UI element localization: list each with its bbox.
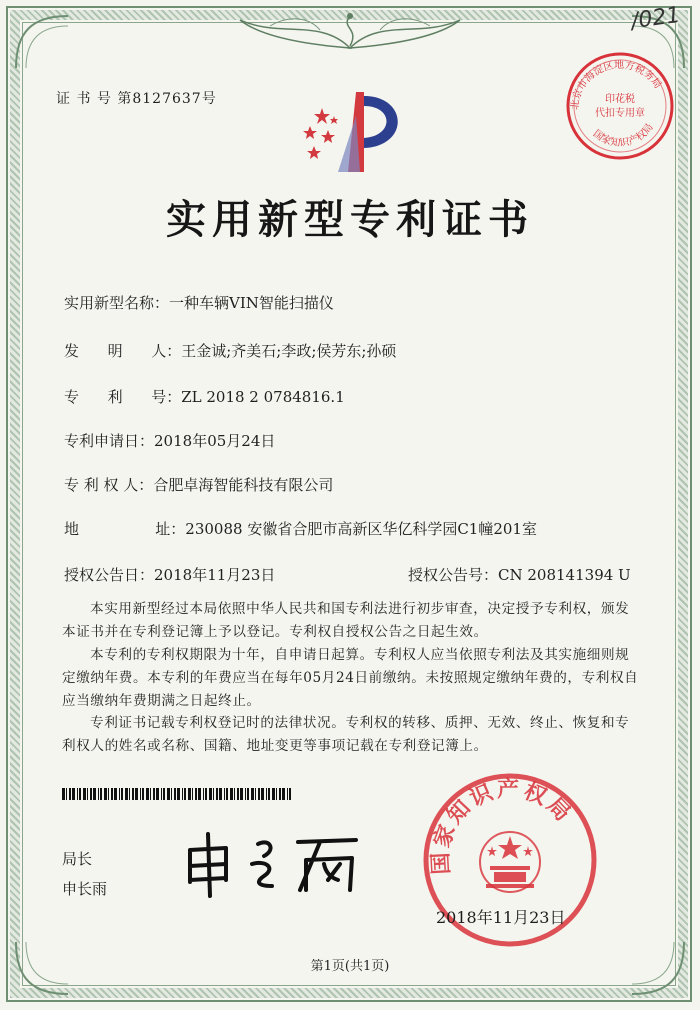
inventor-row <box>64 340 396 361</box>
barcode-bar <box>287 788 288 800</box>
barcode-bar <box>268 788 270 800</box>
barcode-bar <box>205 788 207 800</box>
barcode-bar <box>83 788 86 800</box>
barcode-bar <box>90 788 92 800</box>
barcode-bar <box>98 788 99 800</box>
barcode-bar <box>182 788 183 800</box>
grant-date-label: 授权公告日： <box>64 566 155 584</box>
barcode-bar <box>213 788 214 800</box>
director-title: 局长 <box>62 850 93 868</box>
top-ornament <box>200 8 500 54</box>
barcode-bar <box>279 788 281 800</box>
certificate-number: 证 书 号 第8127637号 <box>56 91 217 107</box>
utility-model-name-row <box>64 292 334 313</box>
patent-number-value: ZL 2018 2 0784816.1 <box>181 388 345 406</box>
barcode-bar <box>219 788 222 800</box>
barcode-bar <box>114 788 117 800</box>
barcode-bar <box>192 788 193 800</box>
director-signature <box>180 820 380 900</box>
barcode-bar <box>100 788 102 800</box>
svg-text:国家知识产权局 <box>591 121 656 149</box>
barcode-bar <box>195 788 197 800</box>
barcode-bar <box>258 788 260 800</box>
barcode-bar <box>174 788 176 800</box>
barcode-bar <box>135 788 138 800</box>
barcode-bar <box>125 788 128 800</box>
barcode-bar <box>209 788 212 800</box>
barcode-bar <box>79 788 81 800</box>
barcode-bar <box>234 788 235 800</box>
patent-number-label: 专 利 号： <box>64 388 182 406</box>
certificate-title: 实用新型专利证书 <box>166 196 534 243</box>
page-number: 第1页(共1页) <box>310 959 390 974</box>
corner-ornament <box>12 12 72 72</box>
barcode-bar <box>266 788 267 800</box>
seal-text: 国家知识产权局 <box>427 776 578 876</box>
legal-paragraph: 本专利的专利权期限为十年，自申请日起算。专利权人应当依照专利法及其实施细则规定缴纳年费。本专利的年费应当在每年05月24日前缴纳。未按照规定缴纳年费的，专利权自应当缴纳年费期满之日起终止。 <box>62 647 639 709</box>
tax-stamp <box>560 46 680 166</box>
barcode-bar <box>161 788 162 800</box>
tax-stamp-line1: 印花税 <box>605 94 635 105</box>
patentee-value: 合肥卓海智能科技有限公司 <box>153 476 334 494</box>
barcode-bar <box>140 788 141 800</box>
tax-stamp-bottom-text: 国家知识产权局 <box>590 122 656 150</box>
seal-date: 2018年11月23日 <box>436 908 566 927</box>
tax-stamp-arc-text: 北京市海淀区地方税务局 <box>569 59 664 111</box>
barcode-bar <box>108 788 109 800</box>
barcode-bar <box>87 788 88 800</box>
barcode-bar <box>230 788 233 800</box>
barcode-bar <box>261 788 264 800</box>
barcode-bar <box>255 788 256 800</box>
barcode-bar <box>289 788 291 800</box>
barcode-bar <box>93 788 96 800</box>
barcode-bar <box>153 788 155 800</box>
cnipa-logo <box>298 86 418 178</box>
barcode-bar <box>119 788 120 800</box>
barcode-bar <box>240 788 243 800</box>
barcode-bar <box>184 788 186 800</box>
inventor-label: 发 明 人： <box>64 342 182 360</box>
barcode-bar <box>276 788 277 800</box>
patentee-label: 专 利 权 人： <box>64 476 154 494</box>
barcode <box>62 788 294 800</box>
barcode-bar <box>282 788 285 800</box>
legal-paragraph: 本实用新型经过本局依照中华人民共和国专利法进行初步审查，决定授予专利权，颁发本证书并在专利登记簿上予以登记。专利权自授权公告之日起生效。 <box>62 601 630 640</box>
barcode-bar <box>121 788 123 800</box>
barcode-bar <box>272 788 275 800</box>
barcode-bar <box>251 788 254 800</box>
handwritten-note: /021 <box>629 2 682 35</box>
inventor-value: 王金诚;齐美石;李政;侯芳东;孙硕 <box>181 342 397 360</box>
barcode-bar <box>203 788 204 800</box>
patentee-row <box>64 474 333 495</box>
barcode-bar <box>171 788 172 800</box>
grant-date-value: 2018年11月23日 <box>154 566 276 584</box>
barcode-bar <box>111 788 113 800</box>
director-name: 申长雨 <box>62 880 108 898</box>
barcode-bar <box>237 788 239 800</box>
tax-stamp-line2: 代扣专用章 <box>595 108 645 119</box>
application-date-row <box>64 430 275 451</box>
barcode-bar <box>216 788 218 800</box>
barcode-bar <box>163 788 165 800</box>
barcode-bar <box>167 788 170 800</box>
barcode-bar <box>245 788 246 800</box>
grant-number-value: CN 208141394 U <box>498 566 631 584</box>
barcode-bar <box>129 788 130 800</box>
barcode-bar <box>146 788 149 800</box>
barcode-bar <box>188 788 191 800</box>
legal-paragraph: 专利证书记载专利权登记时的法律状况。专利权的转移、质押、无效、终止、恢复和专利权人的姓名或名称、国籍、地址变更等事项记载在专利登记簿上。 <box>62 715 630 754</box>
barcode-bar <box>156 788 159 800</box>
barcode-bar <box>62 788 65 800</box>
grant-number-row <box>408 564 631 585</box>
address-row <box>64 518 537 539</box>
barcode-bar <box>177 788 180 800</box>
grant-number-label: 授权公告号： <box>408 566 499 584</box>
barcode-bar <box>198 788 201 800</box>
barcode-bar <box>72 788 75 800</box>
utility-model-name-value: 一种车辆VIN智能扫描仪 <box>169 294 334 312</box>
address-label: 地 址： <box>64 520 186 538</box>
grant-date-row <box>64 564 275 585</box>
barcode-bar <box>66 788 67 800</box>
barcode-bar <box>226 788 228 800</box>
barcode-bar <box>142 788 144 800</box>
application-date-value: 2018年05月24日 <box>154 432 276 450</box>
barcode-bar <box>224 788 225 800</box>
barcode-bar <box>77 788 78 800</box>
patent-number-row <box>64 386 345 407</box>
barcode-bar <box>132 788 134 800</box>
barcode-bar <box>150 788 151 800</box>
barcode-bar <box>104 788 107 800</box>
utility-model-name-label: 实用新型名称： <box>64 294 170 312</box>
address-value: 230088 安徽省合肥市高新区华亿科学园C1幢201室 <box>185 520 537 538</box>
barcode-bar <box>69 788 71 800</box>
application-date-label: 专利申请日： <box>64 432 155 450</box>
barcode-bar <box>247 788 249 800</box>
